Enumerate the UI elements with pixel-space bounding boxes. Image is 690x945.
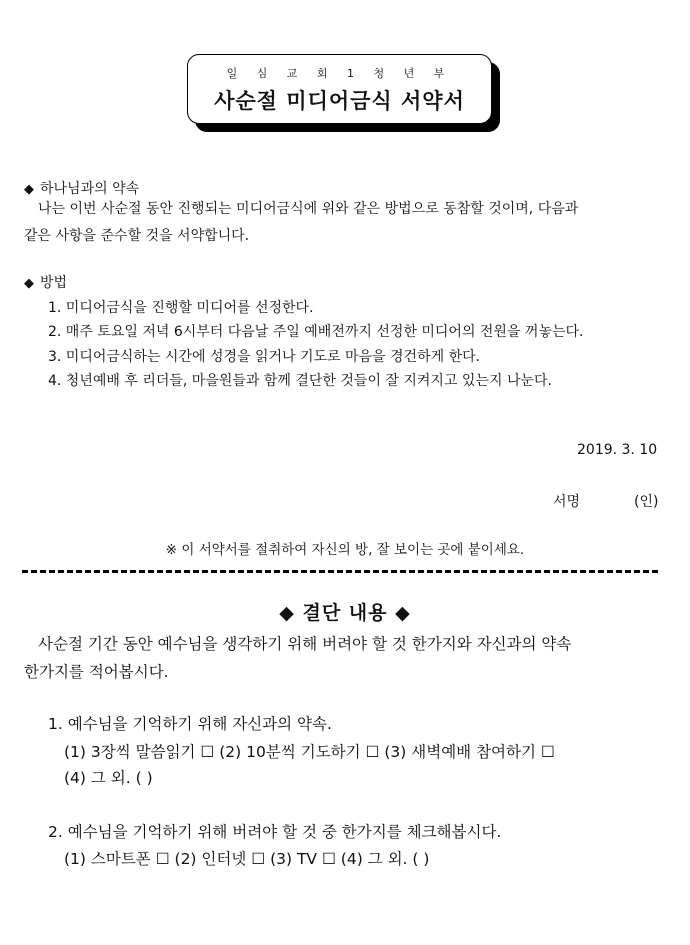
date-text: 2019. 3. 10	[577, 442, 658, 458]
promise-heading: ◆ 하나님과의 약속	[24, 181, 140, 197]
question-2-options[interactable]: (1) 스마트폰 ☐ (2) 인터넷 ☐ (3) TV ☐ (4) 그 외. ( )	[64, 850, 430, 868]
question-2-title: 2. 예수님을 기억하기 위해 버려야 할 것 중 한가지를 체크해봅시다.	[48, 823, 502, 841]
question-1-options[interactable]: (1) 3장씩 말씀읽기 ☐ (2) 10분씩 기도하기 ☐ (3) 새벽예배 참여하기 ☐	[64, 743, 555, 761]
signature-label: 서명	[553, 494, 581, 510]
promise-text-line2: 같은 사항을 준수할 것을 서약합니다.	[24, 228, 250, 244]
seal-mark: (인)	[634, 494, 659, 510]
method-item: 3. 미디어금식하는 시간에 성경을 읽거나 기도로 마음을 경건하게 한다.	[48, 349, 481, 365]
resolution-intro-line2: 한가지를 적어봅시다.	[24, 663, 169, 681]
promise-text-line1: 나는 이번 사순절 동안 진행되는 미디어금식에 위와 같은 방법으로 동참할 것이며, 다음과	[38, 201, 579, 217]
diamond-bullet-icon: ◆	[24, 182, 34, 197]
method-item: 4. 청년예배 후 리더들, 마을원들과 함께 결단한 것들이 잘 지켜지고 있는지 나눈다.	[48, 373, 552, 389]
church-name: 일 심 교 회 1 청 년 부	[226, 67, 453, 80]
resolution-intro-line1: 사순절 기간 동안 예수님을 생각하기 위해 버려야 할 것 한가지와 자신과의 약속	[38, 635, 572, 653]
question-1-title: 1. 예수님을 기억하기 위해 자신과의 약속.	[48, 715, 332, 733]
method-item: 1. 미디어금식을 진행할 미디어를 선정한다.	[48, 300, 314, 316]
title-box	[187, 54, 492, 124]
method-heading: ◆ 방법	[24, 275, 68, 291]
diamond-bullet-icon: ◆	[24, 276, 34, 291]
question-1-other-field[interactable]: (4) 그 외. ( )	[64, 769, 153, 787]
cut-line-divider	[22, 570, 658, 573]
resolution-heading: ◆ 결단 내용 ◆	[279, 602, 411, 624]
cut-notice: ※ 이 서약서를 절취하여 자신의 방, 잘 보이는 곳에 붙이세요.	[165, 542, 525, 558]
method-item: 2. 매주 토요일 저녁 6시부터 다음날 주일 예배전까지 선정한 미디어의 전원을 꺼놓는다.	[48, 324, 584, 340]
document-title: 사순절 미디어금식 서약서	[214, 89, 465, 113]
